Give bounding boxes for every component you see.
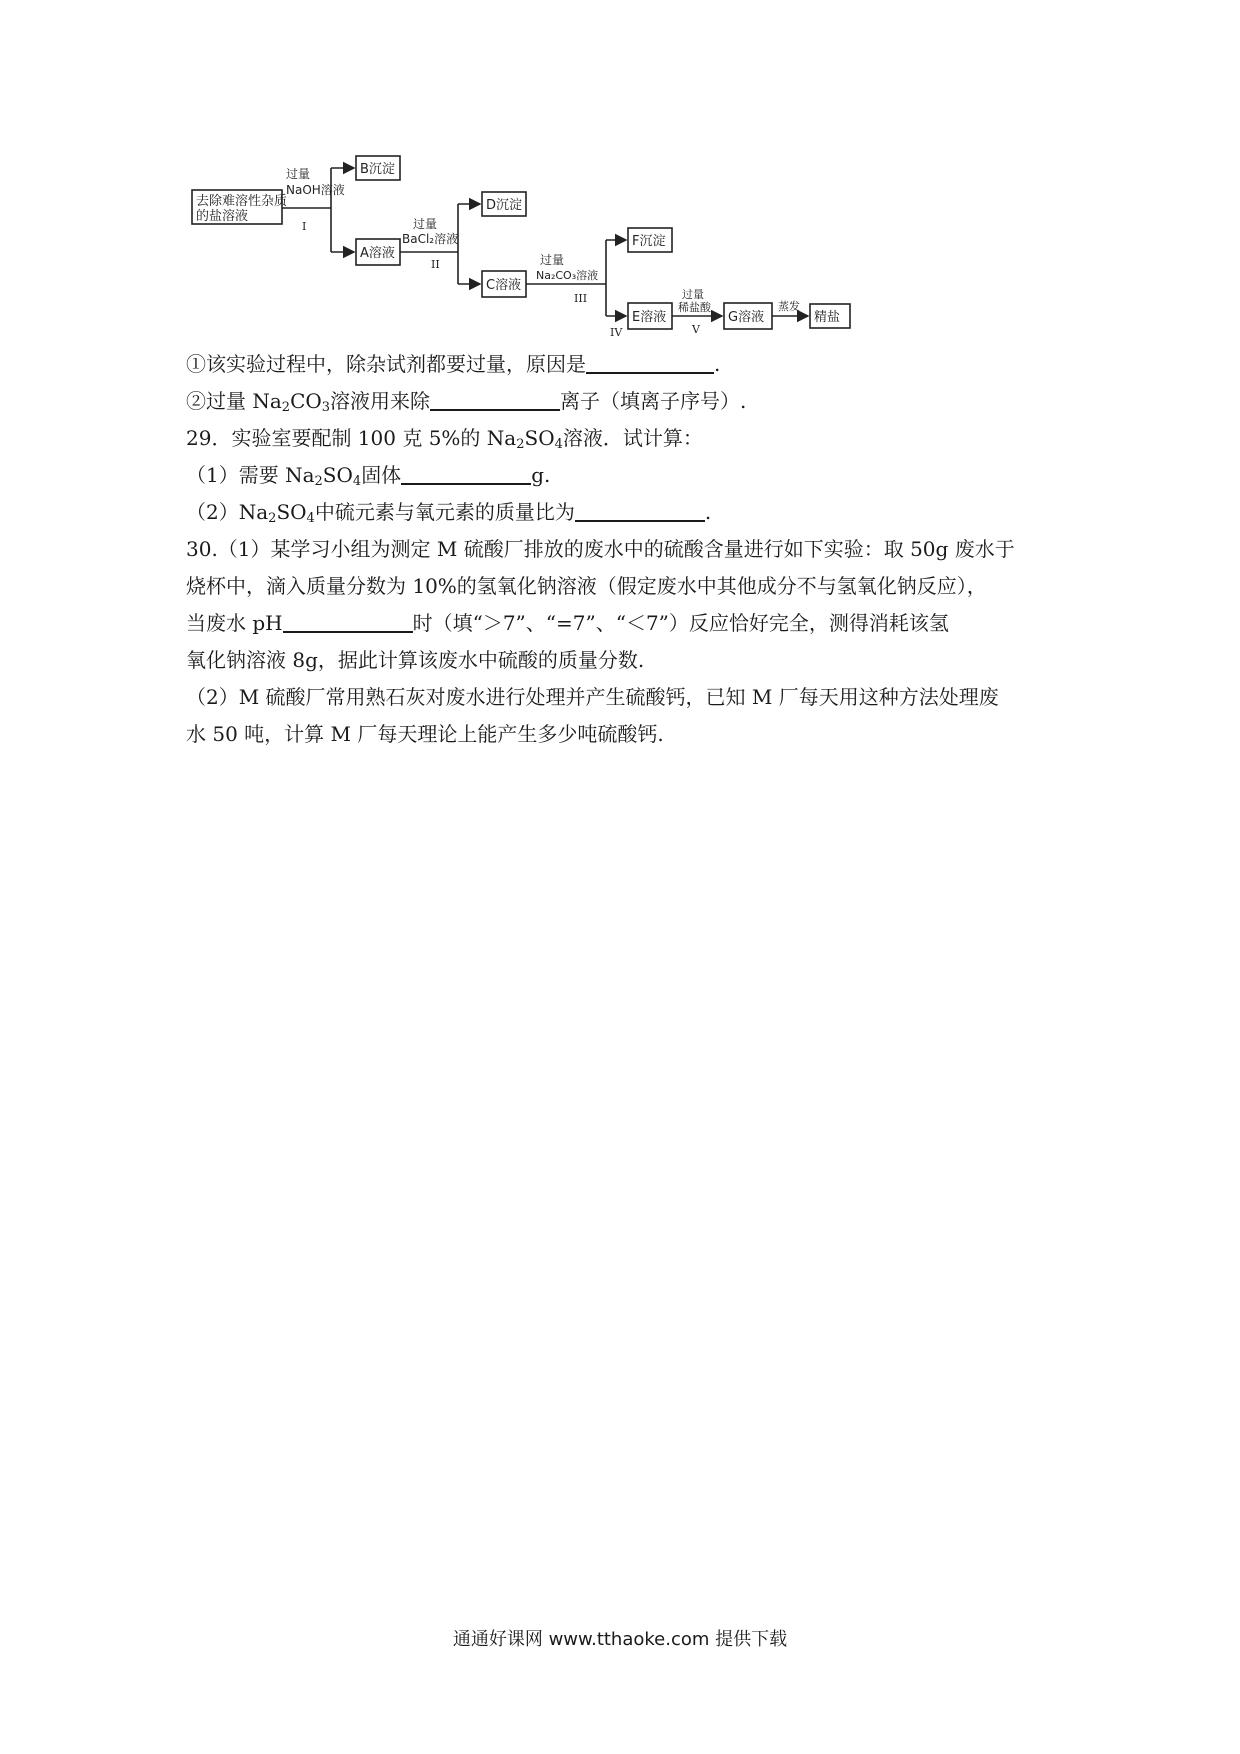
q29-1-sub2: 4 xyxy=(352,474,362,489)
q28-2-mid: CO xyxy=(290,389,322,413)
q29-sub2: 4 xyxy=(554,437,563,452)
q28-2 xyxy=(186,383,1066,420)
q30-1-text3-post: 时（填“＞7”、“=7”、“＜7”）反应恰好完全，测得消耗该氢 xyxy=(412,611,949,635)
q29-2-text: （2）Na xyxy=(186,500,269,524)
purification-flowchart xyxy=(186,140,946,345)
box-g-label: G溶液 xyxy=(728,310,765,325)
start-box-line2: 的盐溶液 xyxy=(196,209,249,224)
box-a-label: A溶液 xyxy=(360,246,395,261)
q29-2-end: . xyxy=(704,500,712,524)
q29-1-end: g. xyxy=(531,463,551,487)
q29-2-blank xyxy=(575,498,705,522)
q28-2-mid2: 溶液用来除 xyxy=(330,389,431,413)
q30-1-line3 xyxy=(186,605,1066,642)
box-e-label: E溶液 xyxy=(632,310,667,325)
q29 xyxy=(186,420,1066,457)
question-block xyxy=(186,346,1066,753)
page-footer: 通通好课网 www.tthaoke.com 提供下载 xyxy=(452,1629,788,1650)
q28-2-text: ②过量 Na xyxy=(186,389,282,413)
start-box-line1: 去除难溶性杂质 xyxy=(196,194,288,209)
step1-reagent: NaOH溶液 xyxy=(286,183,345,197)
q28-1-blank xyxy=(586,350,714,374)
step6-reagent: 蒸发 xyxy=(778,300,800,313)
q29-2 xyxy=(186,494,1066,531)
step3-top: 过量 xyxy=(540,253,565,267)
q29-1-blank xyxy=(401,461,531,485)
q28-2-end: 离子（填离子序号）. xyxy=(560,389,747,413)
q30-1-text1: 30.（1）某学习小组为测定 M 硫酸厂排放的废水中的硫酸含量进行如下实验：取 50g 废水于 xyxy=(186,537,1015,561)
q30-1-text3-pre: 当废水 pH xyxy=(186,611,283,635)
step3-roman: III xyxy=(574,292,588,305)
step1-top: 过量 xyxy=(286,167,311,181)
box-f-label: F沉淀 xyxy=(632,234,666,249)
q29-2-sub1: 2 xyxy=(268,511,277,526)
q30-1-line2 xyxy=(186,568,1066,605)
q29-1-mid2: 固体 xyxy=(361,463,402,487)
q29-end: 溶液．试计算： xyxy=(562,426,703,450)
box-d-label: D沉淀 xyxy=(486,198,523,213)
q29-mid: SO xyxy=(524,426,555,450)
step2-top: 过量 xyxy=(413,217,438,231)
q28-1-text: ①该实验过程中，除杂试剂都要过量，原因是 xyxy=(186,352,586,376)
q29-2-mid: SO xyxy=(276,500,307,524)
step5-top: 过量 xyxy=(682,288,704,301)
q30-1-text4: 氧化钠溶液 8g，据此计算该废水中硫酸的质量分数. xyxy=(186,648,645,672)
q30-2-text2: 水 50 吨，计算 M 厂每天理论上能产生多少吨硫酸钙. xyxy=(186,722,664,746)
q29-1-text: （1）需要 Na xyxy=(186,463,315,487)
q29-text: 29．实验室要配制 100 克 5%的 Na xyxy=(186,426,517,450)
step2-reagent: BaCl₂溶液 xyxy=(402,232,459,246)
step3-reagent: Na₂CO₃溶液 xyxy=(536,269,599,282)
q28-2-sub2: 3 xyxy=(321,400,331,415)
q29-1-mid: SO xyxy=(322,463,353,487)
q28-2-sub1: 2 xyxy=(281,400,291,415)
q30-1-line4 xyxy=(186,642,1066,679)
q28-2-blank xyxy=(430,387,560,411)
q30-1-blank xyxy=(283,609,413,633)
q29-2-sub2: 4 xyxy=(306,511,315,526)
step4-roman: IV xyxy=(610,326,623,339)
box-c-label: C溶液 xyxy=(486,278,522,293)
q30-2-line1 xyxy=(186,679,1066,716)
step1-roman: I xyxy=(302,220,307,233)
step5-reagent: 稀盐酸 xyxy=(678,301,711,314)
q29-sub1: 2 xyxy=(516,437,525,452)
step2-roman: II xyxy=(431,258,440,271)
box-b-label: B沉淀 xyxy=(360,162,395,177)
q29-1-sub1: 2 xyxy=(314,474,323,489)
q30-2-text1: （2）M 硫酸厂常用熟石灰对废水进行处理并产生硫酸钙，已知 M 厂每天用这种方法处理废 xyxy=(186,685,999,709)
q30-1-line1 xyxy=(186,531,1066,568)
q28-1-end: . xyxy=(714,352,721,376)
step5-roman: V xyxy=(692,323,700,336)
box-final-label: 精盐 xyxy=(814,310,841,325)
q29-2-mid2: 中硫元素与氧元素的质量比为 xyxy=(314,500,575,524)
q29-1 xyxy=(186,457,1066,494)
q30-2-line2 xyxy=(186,716,1066,753)
q28-1 xyxy=(186,346,1066,383)
q30-1-text2: 烧杯中，滴入质量分数为 10%的氢氧化钠溶液（假定废水中其他成分不与氢氧化钠反应）， xyxy=(186,574,987,598)
